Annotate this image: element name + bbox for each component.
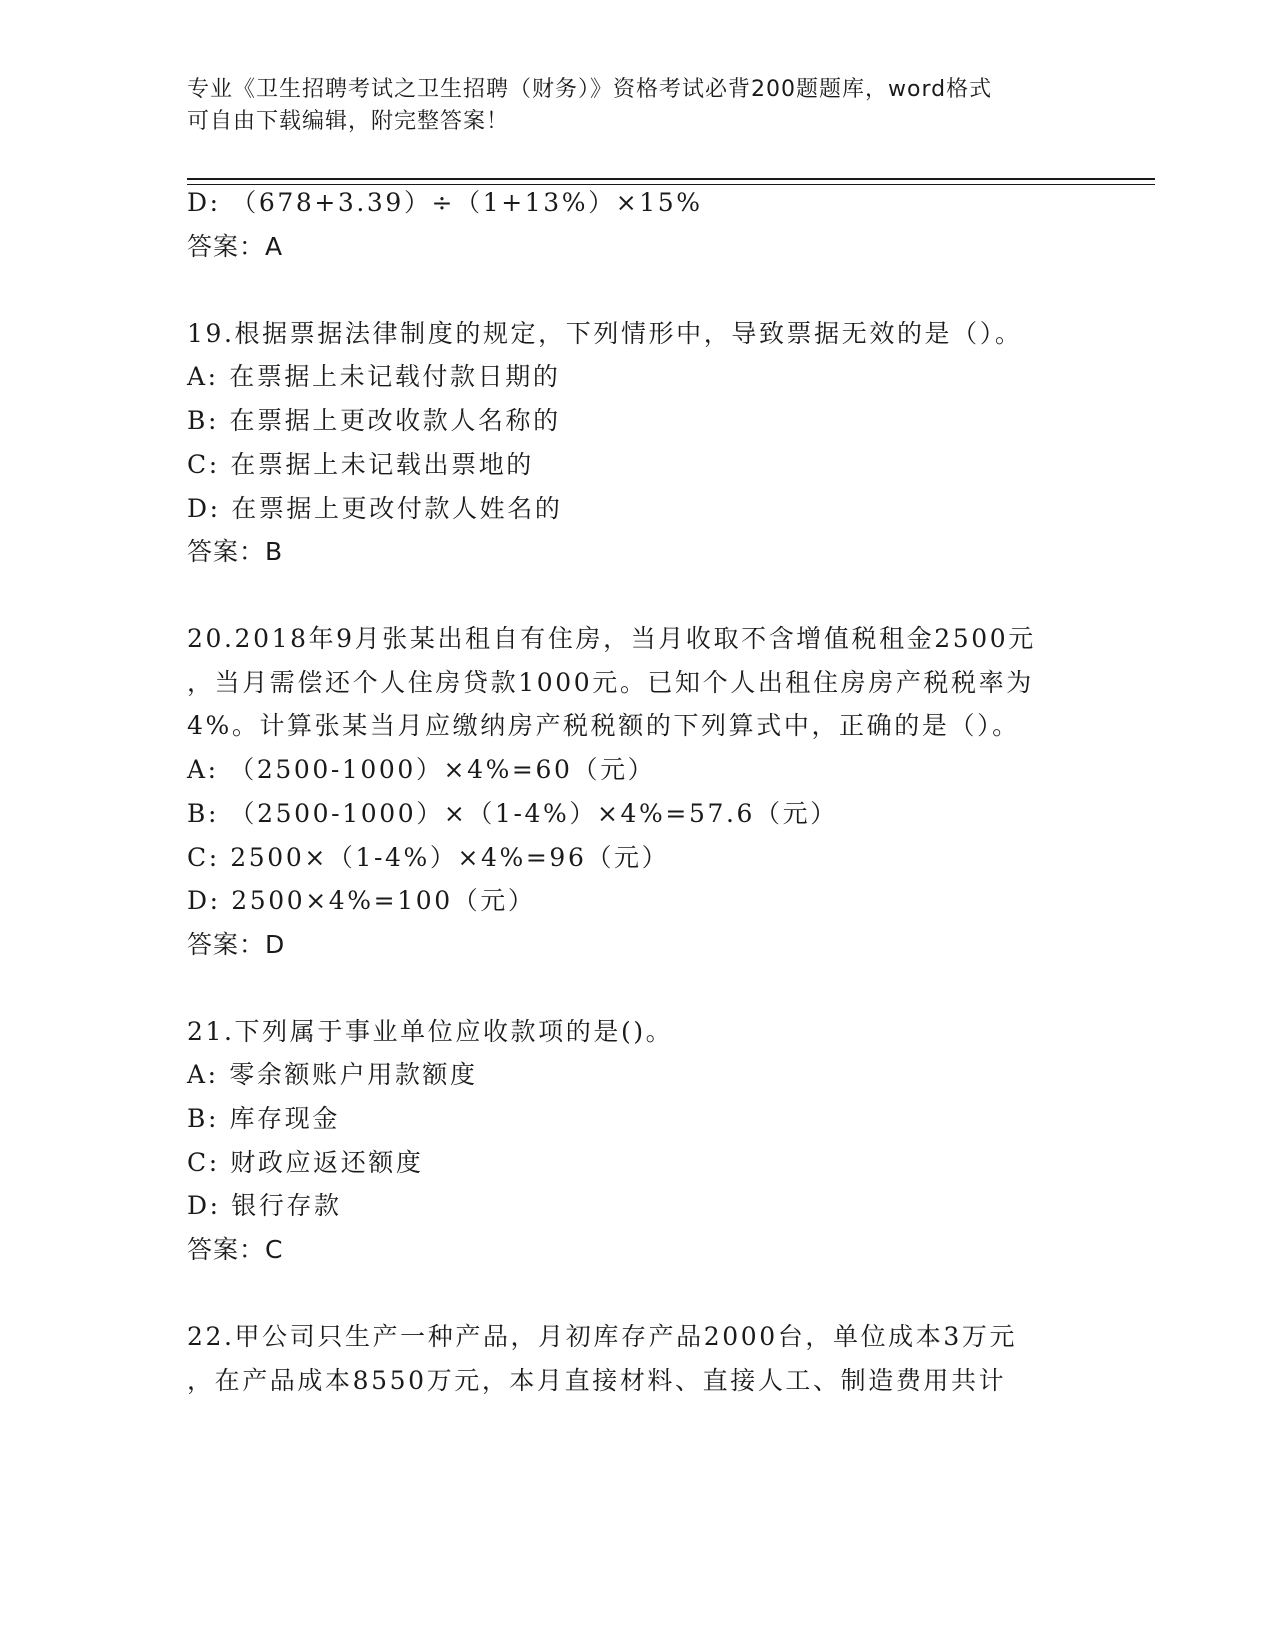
q21-answer: 答案：C bbox=[187, 1235, 284, 1264]
header-divider-thin bbox=[187, 184, 1155, 185]
q19-option-d: D: 在票据上更改付款人姓名的 bbox=[187, 494, 563, 523]
q20-stem-line-3: 4%。计算张某当月应缴纳房产税税额的下列算式中，正确的是（）。 bbox=[187, 711, 1020, 740]
q21-option-d: D: 银行存款 bbox=[187, 1191, 342, 1220]
q20-answer: 答案：D bbox=[187, 930, 286, 959]
q21-option-b: B: 库存现金 bbox=[187, 1104, 340, 1133]
q19-stem: 19.根据票据法律制度的规定，下列情形中，导致票据无效的是（）。 bbox=[187, 319, 1023, 348]
header-divider-thick bbox=[187, 178, 1155, 180]
q21-stem: 21.下列属于事业单位应收款项的是()。 bbox=[187, 1017, 674, 1046]
q20-stem-line-2: ，当月需偿还个人住房贷款1000元。已知个人出租住房房产税税率为 bbox=[187, 668, 1034, 697]
page-header bbox=[187, 74, 1067, 138]
header-title-line-2: 可自由下载编辑，附完整答案！ bbox=[187, 109, 510, 134]
q20-option-c: C: 2500×（1-4%）×4%=96（元） bbox=[187, 843, 670, 872]
q20-stem-line-1: 20.2018年9月张某出租自有住房，当月收取不含增值税租金2500元 bbox=[187, 624, 1036, 653]
q21-option-c: C: 财政应返还额度 bbox=[187, 1148, 424, 1177]
header-title-line-1: 专业《卫生招聘考试之卫生招聘（财务）》资格考试必背200题题库，word格式 bbox=[187, 77, 993, 102]
q19-option-c: C: 在票据上未记载出票地的 bbox=[187, 450, 534, 479]
q22-stem-line-1: 22.甲公司只生产一种产品，月初库存产品2000台，单位成本3万元 bbox=[187, 1322, 1018, 1351]
q19-option-b: B: 在票据上更改收款人名称的 bbox=[187, 406, 561, 435]
q20-option-d: D: 2500×4%=100（元） bbox=[187, 886, 536, 915]
q22-stem-line-2: ，在产品成本8550万元，本月直接材料、直接人工、制造费用共计 bbox=[187, 1366, 1007, 1395]
q21-option-a: A: 零余额账户用款额度 bbox=[187, 1060, 478, 1089]
q20-option-a: A: （2500-1000）×4%=60（元） bbox=[187, 755, 656, 784]
q18-option-d: D: （678+3.39）÷（1+13%）×15% bbox=[187, 188, 703, 217]
q19-option-a: A: 在票据上未记载付款日期的 bbox=[187, 362, 561, 391]
q19-answer: 答案：B bbox=[187, 537, 284, 566]
q20-option-b: B: （2500-1000）×（1-4%）×4%=57.6（元） bbox=[187, 799, 838, 828]
q18-answer: 答案：A bbox=[187, 232, 284, 261]
